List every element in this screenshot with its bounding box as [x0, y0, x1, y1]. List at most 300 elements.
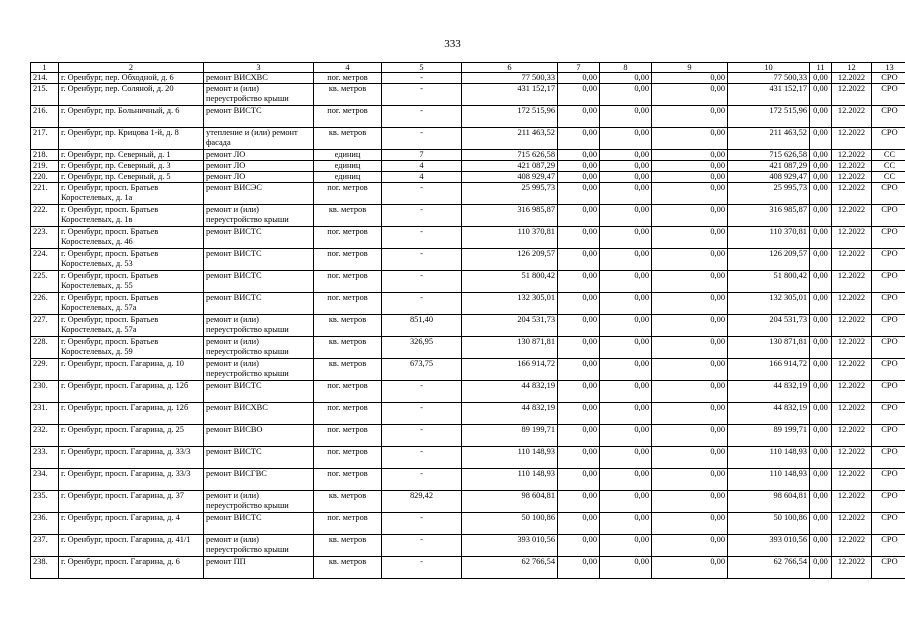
column-number: 13	[872, 63, 905, 73]
completion-date-cell: 12.2022	[832, 425, 872, 447]
completion-date-cell: 12.2022	[832, 84, 872, 106]
row-number-cell: 223.	[31, 227, 59, 249]
row-number-cell: 236.	[31, 513, 59, 535]
completion-date-cell: 12.2022	[832, 469, 872, 491]
fund-cost-cell: 0,00	[558, 337, 600, 359]
total-cost-cell: 126 209,57	[462, 249, 558, 271]
regional-budget-cell: 0,00	[600, 172, 652, 183]
regional-budget-cell: 0,00	[600, 271, 652, 293]
table-row	[31, 172, 905, 183]
regional-budget-cell: 0,00	[600, 403, 652, 425]
local-budget-cell: 0,00	[652, 381, 728, 403]
fund-cost-cell: 0,00	[558, 425, 600, 447]
unit-cell: кв. метров	[314, 359, 382, 381]
funding-method-cell: СРО	[872, 73, 905, 84]
quantity-cell: -	[382, 469, 462, 491]
table-row	[31, 128, 905, 150]
unit-cell: единиц	[314, 172, 382, 183]
work-type-cell: ремонт ВИСТС	[204, 447, 314, 469]
completion-date-cell: 12.2022	[832, 491, 872, 513]
completion-date-cell: 12.2022	[832, 557, 872, 579]
quantity-cell: -	[382, 557, 462, 579]
table-row	[31, 557, 905, 579]
work-type-cell: ремонт ПП	[204, 557, 314, 579]
local-budget-cell: 0,00	[652, 161, 728, 172]
unit-cell: единиц	[314, 161, 382, 172]
work-type-cell: ремонт и (или) переустройство крыши	[204, 315, 314, 337]
quantity-cell: -	[382, 293, 462, 315]
capital-repair-table	[30, 62, 905, 579]
regional-budget-cell: 0,00	[600, 205, 652, 227]
local-budget-cell: 0,00	[652, 106, 728, 128]
fund-cost-cell: 0,00	[558, 106, 600, 128]
quantity-cell: -	[382, 381, 462, 403]
fund-cost-cell: 0,00	[558, 172, 600, 183]
local-budget-cell: 0,00	[652, 403, 728, 425]
regional-budget-cell: 0,00	[600, 425, 652, 447]
address-cell: г. Оренбург, просп. Гагарина, д. 6	[59, 557, 204, 579]
work-type-cell: утепление и (или) ремонт фасада	[204, 128, 314, 150]
quantity-cell: -	[382, 183, 462, 205]
quantity-cell: -	[382, 447, 462, 469]
regional-budget-cell: 0,00	[600, 447, 652, 469]
other-funds-cell: 0,00	[810, 249, 832, 271]
table-row	[31, 106, 905, 128]
funding-method-cell: СРО	[872, 183, 905, 205]
fund-cost-cell: 0,00	[558, 249, 600, 271]
other-funds-cell: 0,00	[810, 227, 832, 249]
other-funds-cell: 0,00	[810, 403, 832, 425]
work-type-cell: ремонт ЛО	[204, 161, 314, 172]
row-number-cell: 234.	[31, 469, 59, 491]
work-type-cell: ремонт ВИСТС	[204, 249, 314, 271]
funding-method-cell: СРО	[872, 205, 905, 227]
completion-date-cell: 12.2022	[832, 150, 872, 161]
column-number: 2	[59, 63, 204, 73]
funding-method-cell: СС	[872, 150, 905, 161]
fund-cost-cell: 0,00	[558, 205, 600, 227]
unit-cell: кв. метров	[314, 315, 382, 337]
work-type-cell: ремонт ВИСВО	[204, 425, 314, 447]
work-type-cell: ремонт ВИСТС	[204, 381, 314, 403]
other-funds-cell: 0,00	[810, 128, 832, 150]
column-number: 5	[382, 63, 462, 73]
unit-cell: пог. метров	[314, 183, 382, 205]
quantity-cell: 4	[382, 161, 462, 172]
table-row	[31, 535, 905, 557]
completion-date-cell: 12.2022	[832, 403, 872, 425]
table-row	[31, 249, 905, 271]
unit-cell: кв. метров	[314, 128, 382, 150]
local-budget-cell: 0,00	[652, 172, 728, 183]
total-cost-cell: 421 087,29	[462, 161, 558, 172]
work-type-cell: ремонт ЛО	[204, 172, 314, 183]
unit-cell: пог. метров	[314, 249, 382, 271]
completion-date-cell: 12.2022	[832, 161, 872, 172]
regional-budget-cell: 0,00	[600, 491, 652, 513]
unit-cell: пог. метров	[314, 425, 382, 447]
regional-budget-cell: 0,00	[600, 557, 652, 579]
address-cell: г. Оренбург, просп. Гагарина, д. 41/1	[59, 535, 204, 557]
row-number-cell: 237.	[31, 535, 59, 557]
total-cost-cell: 166 914,72	[462, 359, 558, 381]
table-row	[31, 150, 905, 161]
funding-method-cell: СРО	[872, 227, 905, 249]
fund-cost-cell: 0,00	[558, 447, 600, 469]
quantity-cell: -	[382, 205, 462, 227]
unit-cell: пог. метров	[314, 513, 382, 535]
unit-cell: пог. метров	[314, 381, 382, 403]
row-number-cell: 218.	[31, 150, 59, 161]
row-number-cell: 220.	[31, 172, 59, 183]
other-funds-cell: 0,00	[810, 447, 832, 469]
owners-funds-cell: 44 832,19	[728, 381, 810, 403]
unit-cell: пог. метров	[314, 271, 382, 293]
address-cell: г. Оренбург, просп. Гагарина, д. 25	[59, 425, 204, 447]
table-row	[31, 447, 905, 469]
local-budget-cell: 0,00	[652, 315, 728, 337]
work-type-cell: ремонт и (или) переустройство крыши	[204, 359, 314, 381]
address-cell: г. Оренбург, просп. Гагарина, д. 4	[59, 513, 204, 535]
funding-method-cell: СС	[872, 172, 905, 183]
unit-cell: пог. метров	[314, 227, 382, 249]
quantity-cell: -	[382, 271, 462, 293]
other-funds-cell: 0,00	[810, 359, 832, 381]
unit-cell: единиц	[314, 150, 382, 161]
regional-budget-cell: 0,00	[600, 337, 652, 359]
table-row	[31, 337, 905, 359]
completion-date-cell: 12.2022	[832, 249, 872, 271]
page-number: 333	[444, 38, 461, 50]
owners-funds-cell: 77 500,33	[728, 73, 810, 84]
fund-cost-cell: 0,00	[558, 183, 600, 205]
local-budget-cell: 0,00	[652, 337, 728, 359]
local-budget-cell: 0,00	[652, 557, 728, 579]
total-cost-cell: 44 832,19	[462, 381, 558, 403]
address-cell: г. Оренбург, просп. Братьев Коростелевых, д. 57а	[59, 293, 204, 315]
row-number-cell: 228.	[31, 337, 59, 359]
work-type-cell: ремонт ВИСХВС	[204, 403, 314, 425]
owners-funds-cell: 50 100,86	[728, 513, 810, 535]
address-cell: г. Оренбург, просп. Гагарина, д. 12б	[59, 381, 204, 403]
other-funds-cell: 0,00	[810, 469, 832, 491]
funding-method-cell: СРО	[872, 535, 905, 557]
table-row	[31, 381, 905, 403]
table-row	[31, 73, 905, 84]
column-number-row	[31, 63, 905, 73]
total-cost-cell: 89 199,71	[462, 425, 558, 447]
column-number: 4	[314, 63, 382, 73]
column-number: 1	[31, 63, 59, 73]
fund-cost-cell: 0,00	[558, 84, 600, 106]
funding-method-cell: СРО	[872, 315, 905, 337]
completion-date-cell: 12.2022	[832, 271, 872, 293]
local-budget-cell: 0,00	[652, 469, 728, 491]
work-type-cell: ремонт ВИСТС	[204, 227, 314, 249]
quantity-cell: -	[382, 513, 462, 535]
address-cell: г. Оренбург, просп. Гагарина, д. 10	[59, 359, 204, 381]
owners-funds-cell: 316 985,87	[728, 205, 810, 227]
column-number: 12	[832, 63, 872, 73]
row-number-cell: 233.	[31, 447, 59, 469]
other-funds-cell: 0,00	[810, 381, 832, 403]
table-row	[31, 425, 905, 447]
total-cost-cell: 715 626,58	[462, 150, 558, 161]
owners-funds-cell: 98 604,81	[728, 491, 810, 513]
row-number-cell: 222.	[31, 205, 59, 227]
fund-cost-cell: 0,00	[558, 535, 600, 557]
fund-cost-cell: 0,00	[558, 293, 600, 315]
address-cell: г. Оренбург, просп. Братьев Коростелевых, д. 1а	[59, 183, 204, 205]
regional-budget-cell: 0,00	[600, 84, 652, 106]
row-number-cell: 226.	[31, 293, 59, 315]
completion-date-cell: 12.2022	[832, 183, 872, 205]
funding-method-cell: СРО	[872, 425, 905, 447]
unit-cell: пог. метров	[314, 293, 382, 315]
regional-budget-cell: 0,00	[600, 293, 652, 315]
table-row	[31, 359, 905, 381]
table-row	[31, 315, 905, 337]
funding-method-cell: СРО	[872, 447, 905, 469]
quantity-cell: -	[382, 227, 462, 249]
owners-funds-cell: 51 800,42	[728, 271, 810, 293]
work-type-cell: ремонт ЛО	[204, 150, 314, 161]
local-budget-cell: 0,00	[652, 447, 728, 469]
unit-cell: пог. метров	[314, 403, 382, 425]
work-type-cell: ремонт и (или) переустройство крыши	[204, 337, 314, 359]
total-cost-cell: 132 305,01	[462, 293, 558, 315]
table-row	[31, 403, 905, 425]
total-cost-cell: 25 995,73	[462, 183, 558, 205]
completion-date-cell: 12.2022	[832, 227, 872, 249]
funding-method-cell: СРО	[872, 557, 905, 579]
table-row	[31, 293, 905, 315]
completion-date-cell: 12.2022	[832, 359, 872, 381]
work-type-cell: ремонт и (или) переустройство крыши	[204, 205, 314, 227]
completion-date-cell: 12.2022	[832, 513, 872, 535]
owners-funds-cell: 126 209,57	[728, 249, 810, 271]
work-type-cell: ремонт и (или) переустройство крыши	[204, 491, 314, 513]
funding-method-cell: СРО	[872, 293, 905, 315]
quantity-cell: 7	[382, 150, 462, 161]
local-budget-cell: 0,00	[652, 513, 728, 535]
completion-date-cell: 12.2022	[832, 128, 872, 150]
quantity-cell: 4	[382, 172, 462, 183]
fund-cost-cell: 0,00	[558, 491, 600, 513]
address-cell: г. Оренбург, пр. Больничный, д. 6	[59, 106, 204, 128]
fund-cost-cell: 0,00	[558, 557, 600, 579]
regional-budget-cell: 0,00	[600, 73, 652, 84]
total-cost-cell: 316 985,87	[462, 205, 558, 227]
regional-budget-cell: 0,00	[600, 359, 652, 381]
local-budget-cell: 0,00	[652, 293, 728, 315]
other-funds-cell: 0,00	[810, 84, 832, 106]
address-cell: г. Оренбург, просп. Гагарина, д. 37	[59, 491, 204, 513]
quantity-cell: -	[382, 106, 462, 128]
address-cell: г. Оренбург, просп. Братьев Коростелевых, д. 55	[59, 271, 204, 293]
total-cost-cell: 98 604,81	[462, 491, 558, 513]
other-funds-cell: 0,00	[810, 183, 832, 205]
address-cell: г. Оренбург, пр. Северный, д. 1	[59, 150, 204, 161]
table-row	[31, 469, 905, 491]
column-number: 6	[462, 63, 558, 73]
column-number: 11	[810, 63, 832, 73]
funding-method-cell: СРО	[872, 381, 905, 403]
total-cost-cell: 204 531,73	[462, 315, 558, 337]
row-number-cell: 217.	[31, 128, 59, 150]
funding-method-cell: СРО	[872, 249, 905, 271]
row-number-cell: 232.	[31, 425, 59, 447]
other-funds-cell: 0,00	[810, 337, 832, 359]
address-cell: г. Оренбург, пер. Обходной, д. 6	[59, 73, 204, 84]
fund-cost-cell: 0,00	[558, 227, 600, 249]
regional-budget-cell: 0,00	[600, 381, 652, 403]
local-budget-cell: 0,00	[652, 491, 728, 513]
address-cell: г. Оренбург, пер. Соляной, д. 20	[59, 84, 204, 106]
address-cell: г. Оренбург, просп. Братьев Коростелевых, д. 57а	[59, 315, 204, 337]
completion-date-cell: 12.2022	[832, 73, 872, 84]
other-funds-cell: 0,00	[810, 315, 832, 337]
quantity-cell: 326,95	[382, 337, 462, 359]
owners-funds-cell: 44 832,19	[728, 403, 810, 425]
funding-method-cell: СРО	[872, 513, 905, 535]
row-number-cell: 235.	[31, 491, 59, 513]
fund-cost-cell: 0,00	[558, 161, 600, 172]
other-funds-cell: 0,00	[810, 150, 832, 161]
regional-budget-cell: 0,00	[600, 227, 652, 249]
other-funds-cell: 0,00	[810, 425, 832, 447]
total-cost-cell: 211 463,52	[462, 128, 558, 150]
row-number-cell: 229.	[31, 359, 59, 381]
local-budget-cell: 0,00	[652, 249, 728, 271]
regional-budget-cell: 0,00	[600, 513, 652, 535]
completion-date-cell: 12.2022	[832, 205, 872, 227]
owners-funds-cell: 130 871,81	[728, 337, 810, 359]
table-row	[31, 205, 905, 227]
local-budget-cell: 0,00	[652, 535, 728, 557]
fund-cost-cell: 0,00	[558, 315, 600, 337]
column-number: 7	[558, 63, 600, 73]
fund-cost-cell: 0,00	[558, 73, 600, 84]
regional-budget-cell: 0,00	[600, 128, 652, 150]
owners-funds-cell: 89 199,71	[728, 425, 810, 447]
total-cost-cell: 51 800,42	[462, 271, 558, 293]
owners-funds-cell: 715 626,58	[728, 150, 810, 161]
address-cell: г. Оренбург, просп. Гагарина, д. 12б	[59, 403, 204, 425]
row-number-cell: 216.	[31, 106, 59, 128]
funding-method-cell: СРО	[872, 469, 905, 491]
other-funds-cell: 0,00	[810, 205, 832, 227]
row-number-cell: 214.	[31, 73, 59, 84]
address-cell: г. Оренбург, просп. Братьев Коростелевых, д. 53	[59, 249, 204, 271]
funding-method-cell: СРО	[872, 359, 905, 381]
column-number: 9	[652, 63, 728, 73]
unit-cell: кв. метров	[314, 535, 382, 557]
fund-cost-cell: 0,00	[558, 381, 600, 403]
address-cell: г. Оренбург, просп. Братьев Коростелевых, д. 59	[59, 337, 204, 359]
regional-budget-cell: 0,00	[600, 161, 652, 172]
local-budget-cell: 0,00	[652, 359, 728, 381]
fund-cost-cell: 0,00	[558, 469, 600, 491]
completion-date-cell: 12.2022	[832, 337, 872, 359]
total-cost-cell: 110 148,93	[462, 469, 558, 491]
work-type-cell: ремонт и (или) переустройство крыши	[204, 535, 314, 557]
local-budget-cell: 0,00	[652, 271, 728, 293]
unit-cell: кв. метров	[314, 84, 382, 106]
completion-date-cell: 12.2022	[832, 381, 872, 403]
work-type-cell: ремонт ВИСТС	[204, 271, 314, 293]
owners-funds-cell: 393 010,56	[728, 535, 810, 557]
regional-budget-cell: 0,00	[600, 249, 652, 271]
owners-funds-cell: 62 766,54	[728, 557, 810, 579]
quantity-cell: -	[382, 403, 462, 425]
other-funds-cell: 0,00	[810, 557, 832, 579]
other-funds-cell: 0,00	[810, 293, 832, 315]
owners-funds-cell: 172 515,96	[728, 106, 810, 128]
fund-cost-cell: 0,00	[558, 150, 600, 161]
owners-funds-cell: 110 370,81	[728, 227, 810, 249]
local-budget-cell: 0,00	[652, 128, 728, 150]
funding-method-cell: СРО	[872, 491, 905, 513]
address-cell: г. Оренбург, пр. Северный, д. 3	[59, 161, 204, 172]
row-number-cell: 238.	[31, 557, 59, 579]
work-type-cell: ремонт ВИСТС	[204, 293, 314, 315]
quantity-cell: 829,42	[382, 491, 462, 513]
unit-cell: пог. метров	[314, 73, 382, 84]
table-row	[31, 227, 905, 249]
work-type-cell: ремонт ВИСТС	[204, 106, 314, 128]
column-number: 8	[600, 63, 652, 73]
completion-date-cell: 12.2022	[832, 106, 872, 128]
local-budget-cell: 0,00	[652, 425, 728, 447]
completion-date-cell: 12.2022	[832, 315, 872, 337]
table-row	[31, 183, 905, 205]
quantity-cell: 673,75	[382, 359, 462, 381]
table-row	[31, 513, 905, 535]
local-budget-cell: 0,00	[652, 73, 728, 84]
fund-cost-cell: 0,00	[558, 513, 600, 535]
other-funds-cell: 0,00	[810, 172, 832, 183]
unit-cell: кв. метров	[314, 557, 382, 579]
completion-date-cell: 12.2022	[832, 447, 872, 469]
local-budget-cell: 0,00	[652, 84, 728, 106]
total-cost-cell: 172 515,96	[462, 106, 558, 128]
total-cost-cell: 50 100,86	[462, 513, 558, 535]
completion-date-cell: 12.2022	[832, 172, 872, 183]
regional-budget-cell: 0,00	[600, 315, 652, 337]
total-cost-cell: 408 929,47	[462, 172, 558, 183]
owners-funds-cell: 408 929,47	[728, 172, 810, 183]
other-funds-cell: 0,00	[810, 535, 832, 557]
quantity-cell: -	[382, 73, 462, 84]
quantity-cell: -	[382, 84, 462, 106]
total-cost-cell: 44 832,19	[462, 403, 558, 425]
row-number-cell: 215.	[31, 84, 59, 106]
fund-cost-cell: 0,00	[558, 403, 600, 425]
funding-method-cell: СРО	[872, 337, 905, 359]
total-cost-cell: 110 148,93	[462, 447, 558, 469]
row-number-cell: 224.	[31, 249, 59, 271]
address-cell: г. Оренбург, пр. Крицова 1-й, д. 8	[59, 128, 204, 150]
regional-budget-cell: 0,00	[600, 535, 652, 557]
row-number-cell: 230.	[31, 381, 59, 403]
work-type-cell: ремонт ВИСХВС	[204, 73, 314, 84]
owners-funds-cell: 431 152,17	[728, 84, 810, 106]
funding-method-cell: СРО	[872, 128, 905, 150]
row-number-cell: 231.	[31, 403, 59, 425]
address-cell: г. Оренбург, пр. Северный, д. 5	[59, 172, 204, 183]
funding-method-cell: СРО	[872, 106, 905, 128]
